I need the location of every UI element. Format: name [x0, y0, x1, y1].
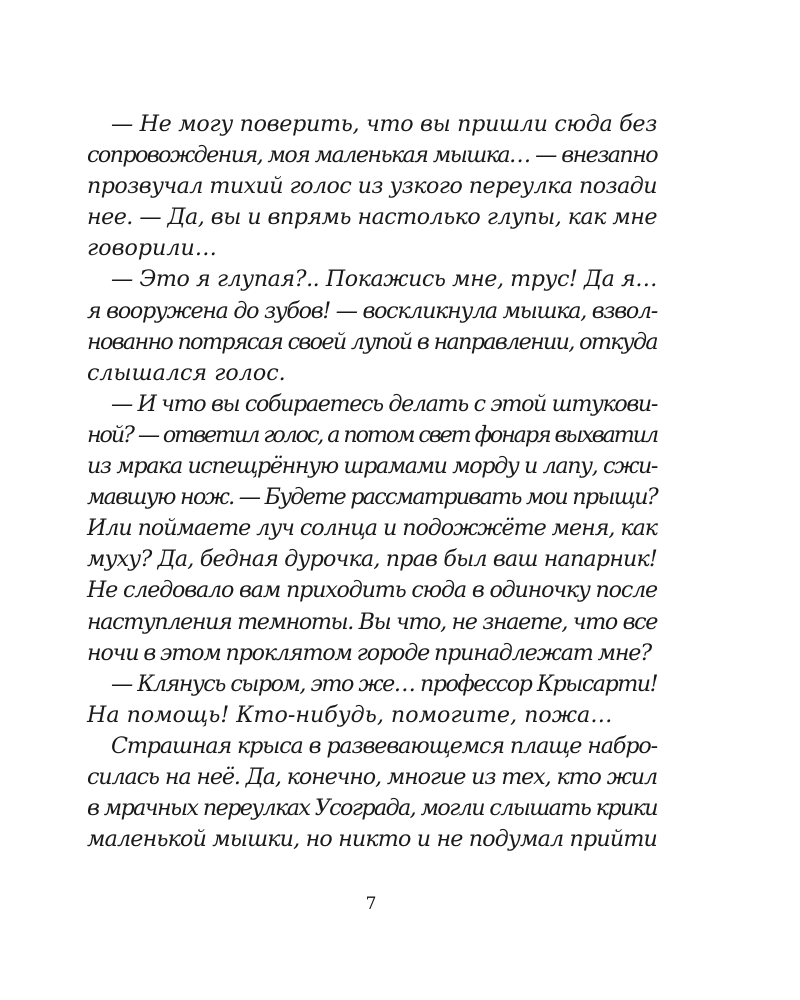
text-line: сопровождения, моя маленькая мышка… — внезапно [87, 142, 657, 169]
page-number: 7 [365, 894, 377, 914]
text-line: слышался голос. [87, 359, 286, 386]
text-line: я вооружена до зубов! — воскликнула мышка, взвол- [87, 297, 657, 324]
body-text [87, 109, 657, 855]
paragraph-4 [87, 669, 657, 731]
text-line: Страшная крыса в развевающемся плаще набро- [111, 732, 657, 759]
text-line: На помощь! Кто-нибудь, помогите, пожа… [87, 701, 613, 728]
text-line: нее. — Да, вы и впрямь настолько глупы, как мне [87, 204, 657, 231]
text-line: ной? — ответил голос, а потом свет фонаря выхватил [87, 421, 657, 448]
text-line: ночи в этом проклятом городе принадлежат мне? [87, 639, 651, 666]
text-line: — Клянусь сыром, это же… профессор Крысарти! [111, 670, 657, 697]
text-line: мавшую нож. — Будете рассматривать мои прыщи? [87, 484, 657, 511]
paragraph-1 [87, 109, 657, 264]
text-line: говорили… [87, 235, 217, 262]
paragraph-3 [87, 389, 657, 669]
text-line: силась на неё. Да, конечно, многие из тех, кто жил [87, 763, 657, 790]
text-line: — И что вы собираетесь делать с этой штукови- [111, 390, 657, 417]
text-line: — Не могу поверить, что вы пришли сюда без [111, 111, 657, 137]
paragraph-2 [87, 264, 657, 388]
paragraph-5 [87, 731, 657, 855]
text-line: Не следовало вам приходить сюда в одиночку после [87, 577, 657, 604]
text-line: из мрака испещрённую шрамами морду и лапу, сжи- [87, 453, 657, 480]
text-line: Или поймаете луч солнца и подожжёте меня, как [87, 515, 657, 542]
text-line: нованно потрясая своей лупой в направлении, откуда [87, 328, 657, 355]
text-line: наступления темноты. Вы что, не знаете, что все [87, 608, 657, 635]
text-line: маленькой мышки, но никто и не подумал прийти [87, 826, 657, 853]
text-line: прозвучал тихий голос из узкого переулка позади [87, 173, 657, 200]
text-line: в мрачных переулках Усограда, могли слышать крики [87, 795, 657, 822]
text-line: — Это я глупая?.. Покажись мне, трус! Да я… [111, 266, 657, 293]
text-line: муху? Да, бедная дурочка, прав был ваш напарник! [87, 546, 657, 573]
